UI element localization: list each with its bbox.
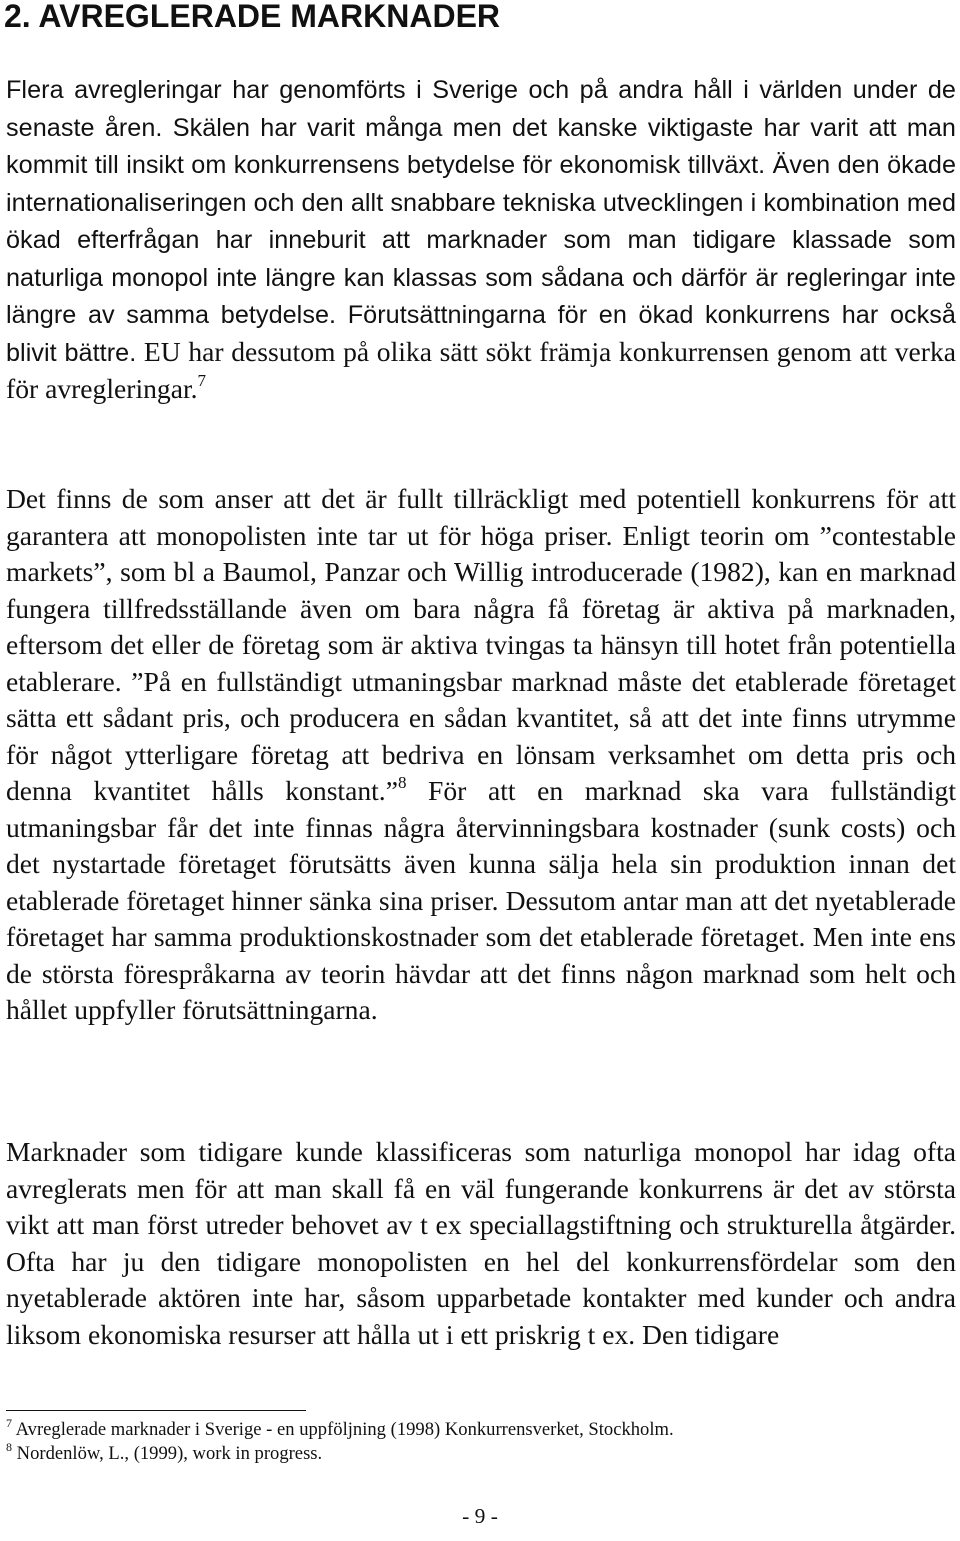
paragraph-natural-monopoly: Marknader som tidigare kunde klassificeras som naturliga monopol har idag ofta avreglerats men för att man skall få en väl fungerande konkurrens är det av största vikt att man först utreder behovet av t ex speciallagstiftning och strukturella åtgärder. Ofta har ju den tidigare monopolisten en hel del konkurrensfördelar som den nyetablerade aktören inte har, såsom upparbetade kontakter med kunder och andra liksom ekonomiska resurser att hålla ut i ett priskrig t ex. Den tidigare [6, 1136, 956, 1350]
footnote-mark: 7 [6, 1416, 12, 1430]
footnotes [6, 1418, 946, 1466]
footnote-8 [6, 1442, 946, 1466]
paragraph-contestable-markets [6, 481, 956, 1029]
paragraph-text-part: EU har dessutom på olika sätt sökt främja konkurrensen genom att verka för avregleringar. [6, 335, 956, 404]
paragraph-text-part: Det finns de som anser att det är fullt tillräckligt med potentiell konkurrens för att garantera att monopolisten inte tar ut för höga priser. Enligt teorin om ”contestable markets”, som bl a Baumol, Panzar och Willig introducerade (1982), kan en marknad fungera tillfredsställande även om bara några få företag är aktiva på marknaden, eftersom det eller de företag som är aktiva tvingas ta hänsyn till hotet från potentiella etablerare. ”På en fullständigt utmaningsbar marknad måste det etablerade företaget sätta ett sådant pris, och producera en sådan kvantitet, så att det inte finns utrymme för något ytterligare företag att bedriva en lönsam verksamhet om detta pris och denna kvantitet hålls konstant.” [6, 483, 956, 806]
footnote-text: Nordenlöw, L., (1999), work in progress. [12, 1443, 323, 1464]
footnote-mark: 8 [6, 1440, 12, 1454]
footnote-text: Avreglerade marknader i Sverige - en uppföljning (1998) Konkurrensverket, Stockholm. [12, 1419, 674, 1440]
page-number: - 9 - [462, 1504, 498, 1528]
footnote-separator [6, 1410, 306, 1411]
footnote-reference-7[interactable]: 7 [197, 371, 207, 390]
footnote-reference-8[interactable]: 8 [397, 773, 407, 792]
footnote-7 [6, 1418, 946, 1442]
paragraph-text-part: Även den ökade internationaliseringen och den allt snabbare tekniska utvecklingen i kombination med ökad efterfrågan har inneburit att marknader som man tidigare klassade som naturliga monopol inte längre kan klassas som sådana och därför är regleringar inte längre av samma betydelse. Förutsättningarna för en ökad konkurrens har också blivit bättre. [6, 151, 956, 367]
paragraph-text-part: För att en marknad ska vara fullständigt utmaningsbar får det inte finnas några återvinningsbara kostnader (sunk costs) och det nystartade företaget förutsätts även kunna sälja hela sin produktion innan det etablerade företaget hinner sänka sina priser. Dessutom antar man att det nyetablerade företaget har samma produktionskostnader som det etablerade företaget. Men inte ens de största förespråkarna av teorin hävdar att det finns någon marknad som helt och hållet uppfyller förutsättningarna. [6, 775, 956, 1025]
paragraph-deregulation-intro [6, 71, 956, 408]
paragraph-text-part: Flera avregleringar har genomförts i Sverige och på andra håll i världen under de senaste åren. Skälen har varit många men det kanske viktigaste har varit att man kommit till insikt om konkurrensens betydelse för ekonomisk tillväxt. [6, 76, 956, 179]
section-heading: 2. AVREGLERADE MARKNADER [4, 0, 501, 34]
